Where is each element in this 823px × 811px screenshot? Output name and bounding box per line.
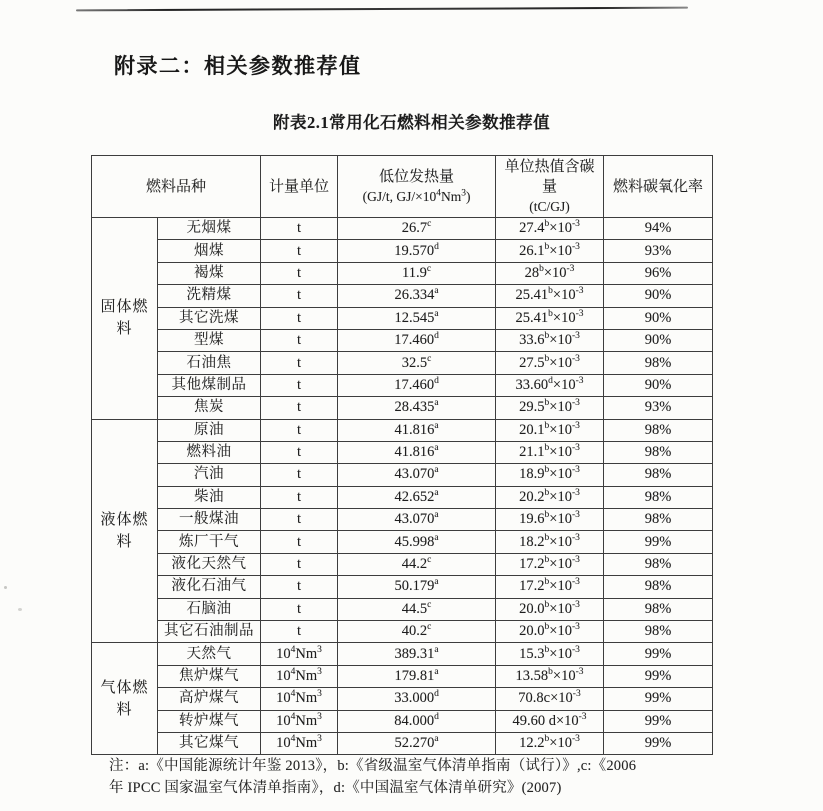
carbon-content-cell: $17.2^b\times 10^{-3}$ — [496, 553, 604, 575]
fuel-row — [92, 329, 713, 351]
fuel-name-cell: 烟煤 — [158, 240, 261, 262]
unit-cell: $10^4Nm^3$ — [261, 732, 338, 754]
fuel-name-cell: 天然气 — [158, 643, 261, 665]
carbon-content-cell: $20.1^b\times 10^{-3}$ — [496, 419, 604, 441]
header-fuel-type: 燃料品种 — [92, 156, 261, 218]
fuel-table-body — [92, 218, 713, 755]
oxidation-rate-cell: 94% — [604, 218, 713, 240]
unit-cell: t — [261, 397, 338, 419]
fuel-row — [92, 486, 713, 508]
header-unit: 计量单位 — [261, 156, 338, 218]
fuel-name-cell: 液化石油气 — [158, 576, 261, 598]
oxidation-rate-cell: 99% — [604, 732, 713, 754]
header-oxidation-rate: 燃料碳氧化率 — [604, 156, 713, 218]
heating-value-cell: 43.070$^a$ — [338, 464, 496, 486]
unit-cell: $10^4Nm^3$ — [261, 688, 338, 710]
oxidation-rate-cell: 99% — [604, 531, 713, 553]
unit-cell: t — [261, 352, 338, 374]
carbon-content-cell: $21.1^b\times 10^{-3}$ — [496, 441, 604, 463]
carbon-content-cell: $12.2^b\times 10^{-3}$ — [496, 732, 604, 754]
fuel-row — [92, 665, 713, 687]
oxidation-rate-cell: 98% — [604, 576, 713, 598]
unit-cell: t — [261, 553, 338, 575]
carbon-content-cell: $20.0^b\times 10^{-3}$ — [496, 621, 604, 643]
heating-value-cell: 17.460$^d$ — [338, 374, 496, 396]
oxidation-rate-cell: 99% — [604, 710, 713, 732]
fuel-name-cell: 洗精煤 — [158, 285, 261, 307]
heating-value-cell: 41.816$^a$ — [338, 419, 496, 441]
carbon-content-cell: $20.2^b\times 10^{-3}$ — [496, 486, 604, 508]
oxidation-rate-cell: 96% — [604, 262, 713, 284]
unit-cell: t — [261, 285, 338, 307]
fuel-parameter-table — [91, 155, 713, 755]
carbon-content-cell: $18.2^b\times 10^{-3}$ — [496, 531, 604, 553]
unit-cell: $10^4Nm^3$ — [261, 643, 338, 665]
oxidation-rate-cell: 90% — [604, 285, 713, 307]
heating-value-cell: 11.9$^c$ — [338, 262, 496, 284]
header-carbon-line1: 单位热值含碳量 — [504, 158, 595, 195]
fuel-row — [92, 710, 713, 732]
heating-value-cell: 45.998$^a$ — [338, 531, 496, 553]
footnote-line1: 注：a:《中国能源统计年鉴 2013》，b:《省级温室气体清单指南（试行）》,c:《2006 — [109, 758, 637, 774]
fuel-row — [92, 464, 713, 486]
oxidation-rate-cell: 99% — [604, 665, 713, 687]
category-cell: 液体燃料 — [92, 419, 158, 643]
oxidation-rate-cell: 90% — [604, 374, 713, 396]
footnote — [109, 756, 764, 799]
fuel-row — [92, 598, 713, 620]
unit-cell: t — [261, 262, 338, 284]
oxidation-rate-cell: 93% — [604, 240, 713, 262]
fuel-row — [92, 621, 713, 643]
oxidation-rate-cell: 98% — [604, 352, 713, 374]
fuel-name-cell: 型煤 — [158, 329, 261, 351]
heating-value-cell: 389.31$^a$ — [338, 643, 496, 665]
fuel-name-cell: 液化天然气 — [158, 553, 261, 575]
unit-cell: $10^4Nm^3$ — [261, 710, 338, 732]
oxidation-rate-cell: 99% — [604, 688, 713, 710]
oxidation-rate-cell: 98% — [604, 621, 713, 643]
heating-value-cell: 43.070$^a$ — [338, 509, 496, 531]
fuel-row — [92, 688, 713, 710]
scan-artifact-dot — [18, 608, 22, 611]
unit-cell: t — [261, 531, 338, 553]
fuel-name-cell: 其它石油制品 — [158, 621, 261, 643]
unit-cell: t — [261, 621, 338, 643]
carbon-content-cell: $17.2^b\times 10^{-3}$ — [496, 576, 604, 598]
fuel-row — [92, 374, 713, 396]
fuel-name-cell: 高炉煤气 — [158, 688, 261, 710]
carbon-content-cell: $27.5^b\times 10^{-3}$ — [496, 352, 604, 374]
heating-value-cell: 40.2$^c$ — [338, 621, 496, 643]
unit-cell: $10^4Nm^3$ — [261, 665, 338, 687]
fuel-name-cell: 炼厂干气 — [158, 531, 261, 553]
oxidation-rate-cell: 98% — [604, 441, 713, 463]
scan-edge-line — [76, 7, 688, 12]
category-cell: 气体燃料 — [92, 643, 158, 755]
fuel-row — [92, 732, 713, 754]
fuel-row — [92, 509, 713, 531]
header-heating-line2: (GJ/t, $GJ/\times 10^4Nm^3$) — [362, 188, 471, 204]
carbon-content-cell: $26.1^b\times 10^{-3}$ — [496, 240, 604, 262]
heating-value-cell: 50.179$^a$ — [338, 576, 496, 598]
unit-cell: t — [261, 464, 338, 486]
fuel-name-cell: 一般煤油 — [158, 509, 261, 531]
heating-value-cell: 52.270$^a$ — [338, 732, 496, 754]
fuel-name-cell: 无烟煤 — [158, 218, 261, 240]
fuel-name-cell: 其他煤制品 — [158, 374, 261, 396]
unit-cell: t — [261, 329, 338, 351]
carbon-content-cell: $18.9^b\times 10^{-3}$ — [496, 464, 604, 486]
fuel-row — [92, 576, 713, 598]
unit-cell: t — [261, 307, 338, 329]
header-carbon-content — [496, 156, 604, 218]
unit-cell: t — [261, 441, 338, 463]
fuel-row — [92, 397, 713, 419]
table-header-row — [92, 156, 713, 218]
carbon-content-cell: 49.60 $d\times 10^{-3}$ — [496, 710, 604, 732]
fuel-name-cell: 褐煤 — [158, 262, 261, 284]
oxidation-rate-cell: 90% — [604, 329, 713, 351]
fuel-row — [92, 262, 713, 284]
scan-artifact-dot — [4, 586, 7, 589]
heating-value-cell: 41.816$^a$ — [338, 441, 496, 463]
fuel-row — [92, 352, 713, 374]
carbon-content-cell: $15.3^b\times 10^{-3}$ — [496, 643, 604, 665]
heating-value-cell: 44.2$^c$ — [338, 553, 496, 575]
category-cell: 固体燃料 — [92, 218, 158, 420]
fuel-name-cell: 石脑油 — [158, 598, 261, 620]
unit-cell: t — [261, 419, 338, 441]
oxidation-rate-cell: 99% — [604, 643, 713, 665]
fuel-name-cell: 原油 — [158, 419, 261, 441]
header-heating-line1: 低位发热量 — [379, 168, 455, 185]
unit-cell: t — [261, 240, 338, 262]
unit-cell: t — [261, 218, 338, 240]
carbon-content-cell: $70.8c\times 10^{-3}$ — [496, 688, 604, 710]
fuel-row — [92, 307, 713, 329]
unit-cell: t — [261, 576, 338, 598]
fuel-name-cell: 石油焦 — [158, 352, 261, 374]
fuel-row — [92, 285, 713, 307]
heating-value-cell: 17.460$^d$ — [338, 329, 496, 351]
unit-cell: t — [261, 509, 338, 531]
heating-value-cell: 12.545$^a$ — [338, 307, 496, 329]
fuel-name-cell: 柴油 — [158, 486, 261, 508]
fuel-name-cell: 燃料油 — [158, 441, 261, 463]
heating-value-cell: 26.7$^c$ — [338, 218, 496, 240]
carbon-content-cell: $29.5^b\times 10^{-3}$ — [496, 397, 604, 419]
oxidation-rate-cell: 98% — [604, 419, 713, 441]
heating-value-cell: 26.334$^a$ — [338, 285, 496, 307]
unit-cell: t — [261, 598, 338, 620]
carbon-content-cell: $25.41^b\times 10^{-3}$ — [496, 285, 604, 307]
oxidation-rate-cell: 98% — [604, 509, 713, 531]
fuel-row — [92, 531, 713, 553]
carbon-content-cell: $33.6^b\times 10^{-3}$ — [496, 329, 604, 351]
carbon-content-cell: $27.4^b\times 10^{-3}$ — [496, 218, 604, 240]
table-caption: 附表2.1常用化石燃料相关参数推荐值 — [272, 113, 551, 132]
header-heating-value — [338, 156, 496, 218]
heating-value-cell: 44.5$^c$ — [338, 598, 496, 620]
fuel-row — [92, 441, 713, 463]
fuel-row — [92, 218, 713, 240]
heating-value-cell: 19.570$^d$ — [338, 240, 496, 262]
carbon-content-cell: $28^b\times 10^{-3}$ — [496, 262, 604, 284]
fuel-name-cell: 焦炭 — [158, 397, 261, 419]
fuel-name-cell: 其它煤气 — [158, 732, 261, 754]
footnote-line2: 年 IPCC 国家温室气体清单指南》，d:《中国温室气体清单研究》(2007) — [109, 779, 562, 796]
heating-value-cell: 179.81$^a$ — [338, 665, 496, 687]
carbon-content-cell: $25.41^b\times 10^{-3}$ — [496, 307, 604, 329]
oxidation-rate-cell: 98% — [604, 464, 713, 486]
fuel-row — [92, 553, 713, 575]
fuel-row — [92, 240, 713, 262]
page-title: 附录二：相关参数推荐值 — [114, 54, 362, 78]
fuel-name-cell: 转炉煤气 — [158, 710, 261, 732]
oxidation-rate-cell: 98% — [604, 598, 713, 620]
carbon-content-cell: $13.58^b\times 10^{-3}$ — [496, 665, 604, 687]
oxidation-rate-cell: 90% — [604, 307, 713, 329]
fuel-row — [92, 419, 713, 441]
carbon-content-cell: $20.0^b\times 10^{-3}$ — [496, 598, 604, 620]
oxidation-rate-cell: 98% — [604, 553, 713, 575]
heating-value-cell: 84.000$^d$ — [338, 710, 496, 732]
fuel-name-cell: 其它洗煤 — [158, 307, 261, 329]
heating-value-cell: 28.435$^a$ — [338, 397, 496, 419]
oxidation-rate-cell: 93% — [604, 397, 713, 419]
carbon-content-cell: $19.6^b\times 10^{-3}$ — [496, 509, 604, 531]
heating-value-cell: 42.652$^a$ — [338, 486, 496, 508]
heating-value-cell: 33.000$^d$ — [338, 688, 496, 710]
fuel-name-cell: 焦炉煤气 — [158, 665, 261, 687]
carbon-content-cell: $33.60^d\times 10^{-3}$ — [496, 374, 604, 396]
header-carbon-line2: (tC/GJ) — [529, 198, 570, 214]
oxidation-rate-cell: 98% — [604, 486, 713, 508]
unit-cell: t — [261, 486, 338, 508]
unit-cell: t — [261, 374, 338, 396]
fuel-name-cell: 汽油 — [158, 464, 261, 486]
heating-value-cell: 32.5$^c$ — [338, 352, 496, 374]
fuel-row — [92, 643, 713, 665]
